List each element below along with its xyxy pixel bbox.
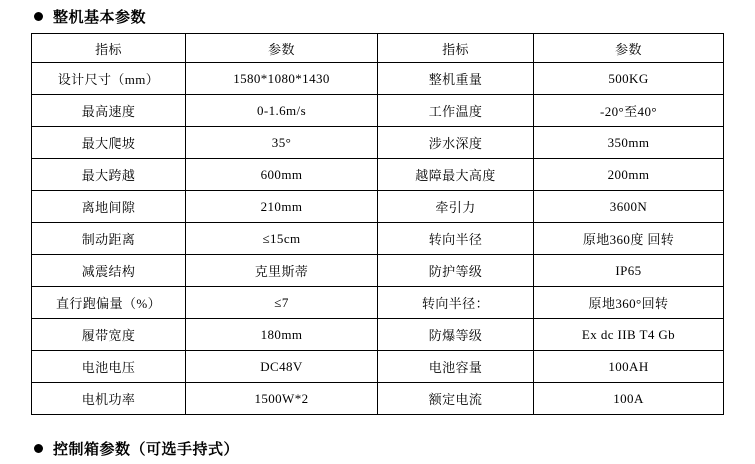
table-row	[32, 191, 724, 223]
column-header: 参数	[534, 34, 724, 63]
table-cell: 整机重量	[378, 63, 534, 95]
table-cell: 350mm	[534, 127, 724, 159]
column-header: 指标	[32, 34, 186, 63]
section-heading-control-box	[34, 438, 239, 459]
section-heading-label: 控制箱参数（可选手持式）	[53, 441, 240, 458]
table-row	[32, 127, 724, 159]
table-cell: IP65	[534, 255, 724, 287]
table-row	[32, 319, 724, 351]
table-cell: 电池电压	[32, 351, 186, 383]
table-cell: 电机功率	[32, 383, 186, 415]
table-cell: 离地间隙	[32, 191, 186, 223]
table-cell: 3600N	[534, 191, 724, 223]
column-header: 参数	[186, 34, 378, 63]
table-cell: 600mm	[186, 159, 378, 191]
table-cell: 涉水深度	[378, 127, 534, 159]
table-cell: 最大爬坡	[32, 127, 186, 159]
table-cell: 最大跨越	[32, 159, 186, 191]
table-cell: ≤7	[186, 287, 378, 319]
table-cell: 履带宽度	[32, 319, 186, 351]
table-cell: Ex dc IIB T4 Gb	[534, 319, 724, 351]
table-row	[32, 351, 724, 383]
table-row	[32, 287, 724, 319]
table-cell: 100AH	[534, 351, 724, 383]
spec-table-body	[32, 34, 724, 415]
table-cell: 额定电流	[378, 383, 534, 415]
table-cell: 200mm	[534, 159, 724, 191]
table-row	[32, 159, 724, 191]
spec-table	[31, 33, 724, 415]
table-cell: -20°至40°	[534, 95, 724, 127]
section-heading-label: 整机基本参数	[53, 9, 147, 26]
table-header-row	[32, 34, 724, 63]
section-heading-basic-params	[34, 6, 146, 27]
table-cell: 越障最大高度	[378, 159, 534, 191]
table-row	[32, 223, 724, 255]
table-row	[32, 95, 724, 127]
table-cell: 180mm	[186, 319, 378, 351]
table-row	[32, 383, 724, 415]
table-cell: 设计尺寸（mm）	[32, 63, 186, 95]
table-cell: 电池容量	[378, 351, 534, 383]
table-cell: 210mm	[186, 191, 378, 223]
table-cell: DC48V	[186, 351, 378, 383]
table-cell: 原地360°回转	[534, 287, 724, 319]
table-cell: 原地360度 回转	[534, 223, 724, 255]
table-cell: 0-1.6m/s	[186, 95, 378, 127]
table-cell: 克里斯蒂	[186, 255, 378, 287]
table-cell: 牵引力	[378, 191, 534, 223]
table-cell: 最高速度	[32, 95, 186, 127]
table-cell: 减震结构	[32, 255, 186, 287]
table-cell: 防护等级	[378, 255, 534, 287]
bullet-icon	[34, 444, 43, 453]
bullet-icon	[34, 12, 43, 21]
table-cell: 500KG	[534, 63, 724, 95]
table-cell: 直行跑偏量（%）	[32, 287, 186, 319]
table-row	[32, 255, 724, 287]
table-cell: 35°	[186, 127, 378, 159]
table-cell: 1500W*2	[186, 383, 378, 415]
table-cell: ≤15cm	[186, 223, 378, 255]
table-cell: 100A	[534, 383, 724, 415]
table-cell: 1580*1080*1430	[186, 63, 378, 95]
table-cell: 工作温度	[378, 95, 534, 127]
table-cell: 转向半径：	[378, 287, 534, 319]
column-header: 指标	[378, 34, 534, 63]
table-row	[32, 63, 724, 95]
table-cell: 防爆等级	[378, 319, 534, 351]
table-cell: 制动距离	[32, 223, 186, 255]
table-cell: 转向半径	[378, 223, 534, 255]
